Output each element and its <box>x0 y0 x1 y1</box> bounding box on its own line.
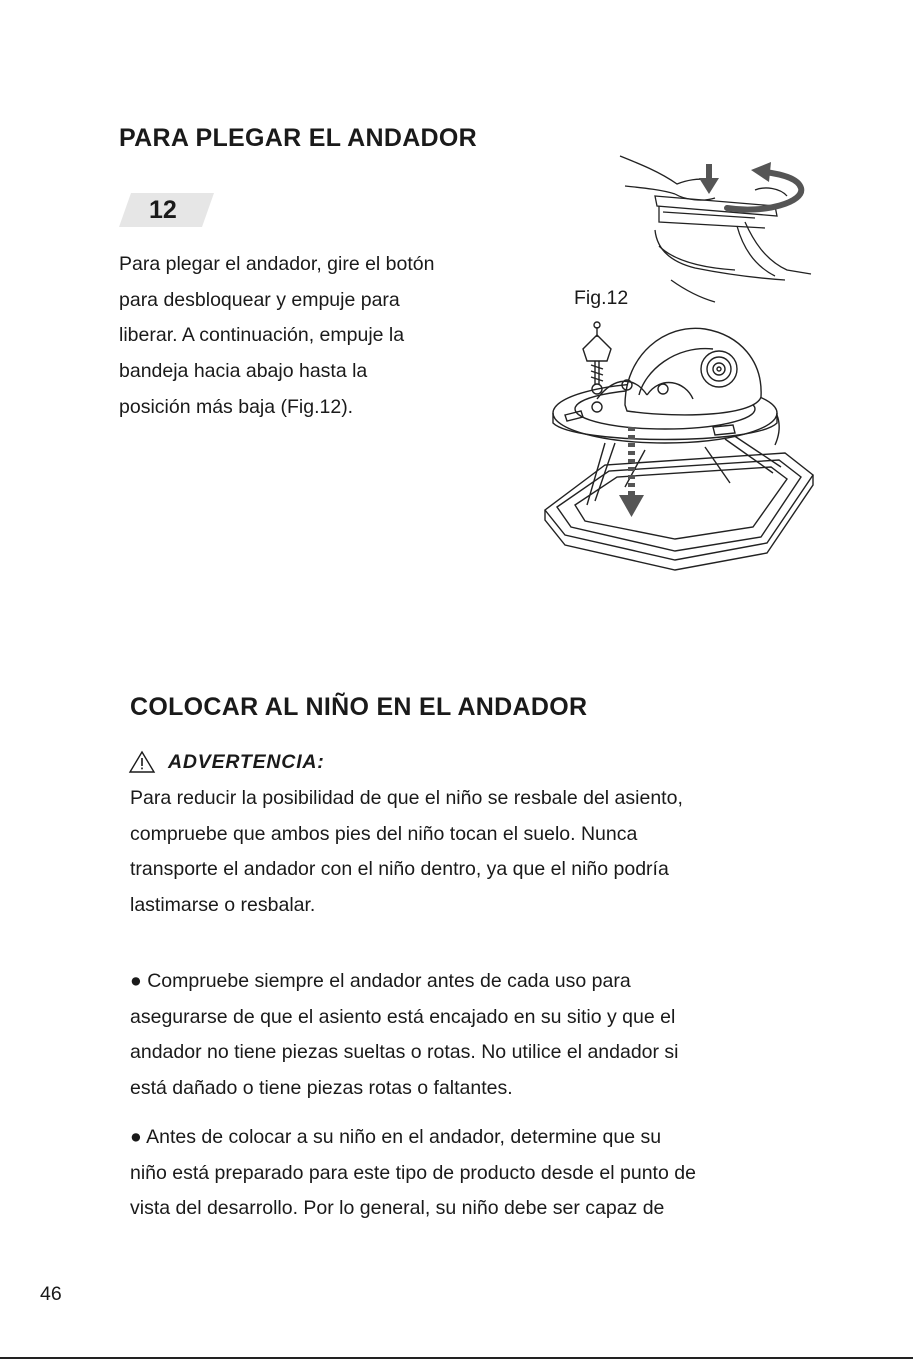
step-badge <box>119 193 214 227</box>
warning-label: ADVERTENCIA: <box>168 750 325 773</box>
text-line: está dañado o tiene piezas rotas o faltantes. <box>130 1077 513 1100</box>
text-line: niño está preparado para este tipo de producto desde el punto de <box>130 1161 696 1184</box>
page-number: 46 <box>40 1283 62 1305</box>
text-line: vista del desarrollo. Por lo general, su niño debe ser capaz de <box>130 1197 665 1220</box>
text-line: transporte el andador con el niño dentro, ya que el niño podría <box>130 858 669 881</box>
fold-instructions <box>119 247 434 425</box>
bottom-rule <box>0 1357 913 1359</box>
text-line: ● Antes de colocar a su niño en el andador, determine que su <box>130 1126 662 1148</box>
text-line: ● Compruebe siempre el andador antes de cada uso para <box>130 970 631 992</box>
fold-knob-detail-illustration <box>615 150 815 310</box>
bullet-child-readiness <box>130 1120 696 1227</box>
walker-illustration <box>535 315 815 580</box>
text-line: liberar. A continuación, empuje la <box>119 324 405 347</box>
warning-heading <box>128 747 325 777</box>
text-line: compruebe que ambos pies del niño tocan el suelo. Nunca <box>130 822 638 845</box>
section-title-place-child: COLOCAR AL NIÑO EN EL ANDADOR <box>130 693 588 721</box>
figure-label: Fig.12 <box>574 287 629 309</box>
text-line: Para reducir la posibilidad de que el niño se resbale del asiento, <box>130 787 683 809</box>
text-line: posición más baja (Fig.12). <box>119 395 354 418</box>
text-line: bandeja hacia abajo hasta la <box>119 360 368 383</box>
warning-triangle-icon <box>128 750 156 774</box>
bullet-check-walker <box>130 964 679 1107</box>
warning-text <box>130 781 683 924</box>
step-number: 12 <box>149 196 177 224</box>
section-title-fold: PARA PLEGAR EL ANDADOR <box>119 124 478 152</box>
text-line: asegurarse de que el asiento está encajado en su sitio y que el <box>130 1005 676 1028</box>
text-line: lastimarse o resbalar. <box>130 894 316 917</box>
text-line: andador no tiene piezas sueltas o rotas. No utilice el andador si <box>130 1041 679 1064</box>
text-line: para desbloquear y empuje para <box>119 288 400 311</box>
text-line: Para plegar el andador, gire el botón <box>119 253 435 275</box>
